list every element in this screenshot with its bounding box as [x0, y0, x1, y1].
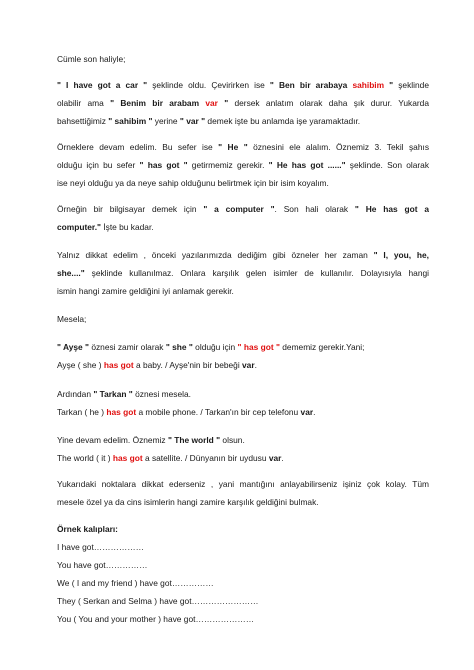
example-world: [57, 431, 429, 467]
bold-text: " has got ": [139, 160, 188, 170]
paragraph-1-line-1: [57, 76, 429, 94]
example-world-line-1: [57, 431, 429, 449]
mesela-line: [57, 310, 429, 328]
highlight-text: sahibim: [352, 80, 385, 90]
paragraph-4-line-3: [57, 282, 429, 300]
body-text: .: [281, 453, 284, 463]
paragraph-3-line-1: [57, 200, 429, 218]
body-text: dememiz gerekir.Yani;: [279, 342, 365, 352]
pattern-item: You have got……………: [57, 560, 148, 570]
highlight-text: var: [205, 98, 218, 108]
body-text: . Son hali olarak: [274, 204, 355, 214]
paragraph-3: [57, 200, 429, 236]
bold-text: " Tarkan ": [93, 389, 133, 399]
body-text: olsun.: [220, 435, 245, 445]
bold-text: " I, you, he,: [373, 250, 429, 260]
paragraph-5: [57, 475, 429, 511]
body-text: olduğu için: [192, 342, 238, 352]
patterns-section: [57, 520, 429, 628]
body-text: mesele özel ya da cins isimlerin hangi zamire karşılık geldiğini bulmak.: [57, 497, 319, 507]
bold-text: " He has got a: [354, 204, 429, 214]
bold-text: var: [268, 453, 282, 463]
body-text: Tarkan ( he ): [57, 407, 107, 417]
body-text: Ayşe ( she ): [57, 360, 104, 370]
body-text: Yine devam edelim. Öznemiz: [57, 435, 168, 445]
body-text: öznesi zamir olarak: [89, 342, 166, 352]
pattern-item: We ( I and my friend ) have got……………: [57, 578, 214, 588]
paragraph-1-line-3: [57, 112, 429, 130]
bold-text: ": [384, 80, 394, 90]
body-text: ismin hangi zamire geldiğini iyi anlamak gerekir.: [57, 286, 234, 296]
body-text: şeklinde oldu. Çevirirken ise: [147, 80, 270, 90]
example-ayse-line-2: [57, 356, 429, 374]
pattern-item: I have got………………: [57, 542, 145, 552]
body-text: a mobile phone. / Tarkan'ın bir cep telefonu: [136, 407, 301, 417]
body-text: demek işte bu anlamda işe yaramaktadır.: [205, 116, 361, 126]
paragraph-2: [57, 138, 429, 192]
bold-text: " I have got a car ": [57, 80, 148, 90]
body-text: olduğu için bu sefer: [57, 160, 140, 170]
bold-text: " Benim bir arabam: [110, 98, 206, 108]
paragraph-5-line-1: [57, 475, 429, 493]
paragraph-2-line-1: [57, 138, 429, 156]
bold-text: computer.": [57, 222, 101, 232]
paragraph-4-line-1: [57, 246, 429, 264]
highlight-text: has got: [103, 360, 134, 370]
body-text: şeklinde: [393, 80, 429, 90]
example-ayse: [57, 338, 429, 374]
body-text: Örneğin bir bilgisayar demek için: [57, 204, 204, 214]
intro-line: [57, 50, 429, 68]
example-tarkan: [57, 385, 429, 421]
body-text: şeklinde. Son olarak: [345, 160, 429, 170]
bold-text: var: [242, 360, 255, 370]
body-text: .: [254, 360, 257, 370]
bold-text: " Ben bir arabaya: [269, 80, 353, 90]
paragraph-4-line-2: [57, 264, 429, 282]
bold-text: " He ": [218, 142, 248, 152]
body-text: ise neyi olduğu ya da neye sahip olduğunu belirtmek için bir isim koyalım.: [57, 178, 329, 188]
pattern-item: They ( Serkan and Selma ) have got……………………: [57, 596, 259, 606]
example-ayse-line-1: [57, 338, 429, 356]
body-text: İşte bu kadar.: [101, 222, 154, 232]
body-text: The world ( it ): [57, 453, 113, 463]
body-text: öznesini ele alalım. Öznemiz 3. Tekil şahıs: [247, 142, 429, 152]
body-text: Ardından: [57, 389, 94, 399]
bold-text: " Ayşe ": [57, 342, 89, 352]
mesela-text: Mesela;: [57, 314, 87, 324]
bold-text: " He has got ......": [268, 160, 346, 170]
bold-text: " a computer ": [203, 204, 275, 214]
paragraph-3-line-2: [57, 218, 429, 236]
bold-text: ": [217, 98, 229, 108]
intro-text: Cümle son haliyle;: [57, 54, 126, 64]
bold-text: she....": [57, 268, 85, 278]
body-text: şeklinde kullanılmaz. Onlara karşılık gelen isimler de kullanılır. Dolayısıyla hangi: [84, 268, 429, 278]
patterns-title: Örnek kalıpları:: [57, 524, 118, 534]
body-text: öznesi mesela.: [132, 389, 191, 399]
paragraph-5-line-2: [57, 493, 429, 511]
body-text: Yalnız dikkat edelim , önceki yazılarımızda dediğim gibi özneler her zaman: [57, 250, 374, 260]
body-text: Örneklere devam edelim. Bu sefer ise: [57, 142, 219, 152]
bold-text: " var ": [179, 116, 206, 126]
body-text: yerine: [152, 116, 180, 126]
paragraph-4: [57, 246, 429, 300]
example-tarkan-line-1: [57, 385, 429, 403]
body-text: .: [313, 407, 316, 417]
body-text: getirmemiz gerekir.: [187, 160, 269, 170]
body-text: olabilir ama: [57, 98, 111, 108]
highlight-text: " has got ": [237, 342, 280, 352]
bold-text: " The world ": [167, 435, 221, 445]
body-text: a baby. / Ayşe'nin bir bebeği: [133, 360, 243, 370]
body-text: a satellite. / Dünyanın bir uydusu: [142, 453, 269, 463]
example-world-line-2: [57, 449, 429, 467]
paragraph-2-line-3: [57, 174, 429, 192]
paragraph-2-line-2: [57, 156, 429, 174]
paragraph-1: [57, 76, 429, 130]
example-tarkan-line-2: [57, 403, 429, 421]
bold-text: " she ": [165, 342, 193, 352]
highlight-text: has got: [106, 407, 137, 417]
pattern-item: You ( You and your mother ) have got…………………: [57, 614, 255, 624]
bold-text: " sahibim ": [108, 116, 153, 126]
body-text: dersek anlatım olarak daha şık durur. Yukarda: [228, 98, 429, 108]
paragraph-1-line-2: [57, 94, 429, 112]
body-text: bahsettiğimiz: [57, 116, 109, 126]
body-text: Yukarıdaki noktalara dikkat ederseniz , yani mantığını anlayabilirseniz işiniz çok kolay. Tüm: [57, 479, 429, 489]
bold-text: var: [300, 407, 314, 417]
highlight-text: has got: [112, 453, 143, 463]
